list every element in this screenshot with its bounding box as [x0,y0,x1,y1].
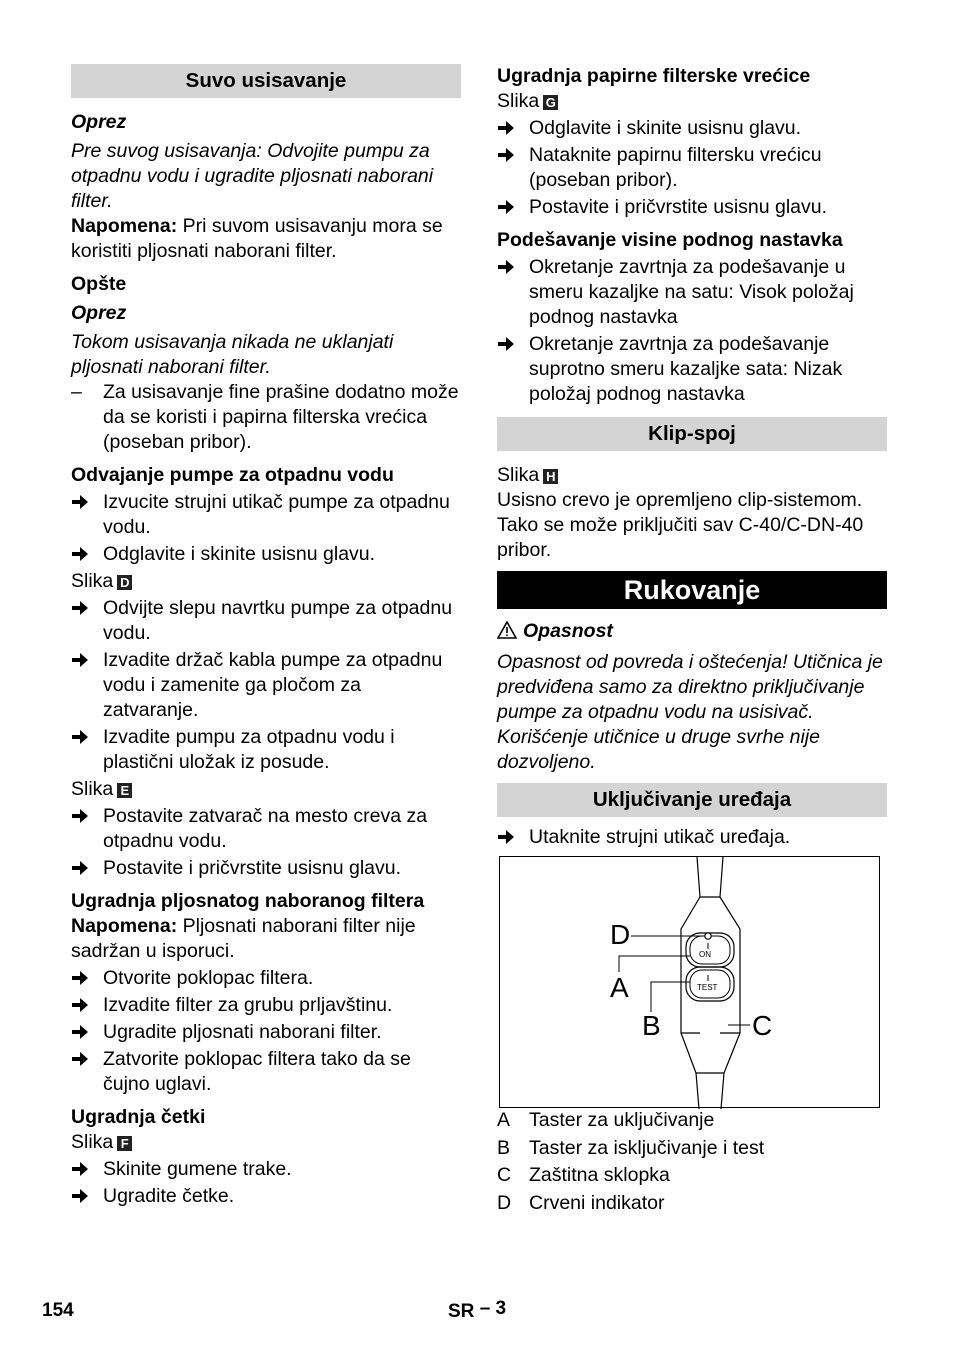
step-text: Izvadite filter za grubu prljavštinu. [103,994,393,1016]
step-item [497,255,887,330]
arrow-right-icon [71,596,89,621]
figure-ref [71,1130,461,1155]
legend-item [497,1135,887,1163]
on-button-label: ON [699,950,711,959]
figure-letter-badge: F [117,1136,132,1151]
step-text: Odvijte slepu navrtku pumpe za otpadnu vodu. [103,597,453,644]
subheading-odvajanje: Odvajanje pumpe za otpadnu vodu [71,464,394,486]
figure-legend [497,1107,887,1217]
dash-bullet: – [71,381,82,403]
callout-a: A [610,972,629,1003]
legend-key: C [497,1164,512,1186]
figure-ref [497,463,887,488]
step-list [71,490,461,567]
step-text: Izvucite strujni utikač pumpe za otpadnu vodu. [103,491,450,538]
figure-ref-label: Slika [497,464,540,486]
warning-triangle-icon [497,621,517,646]
step-item [71,1047,461,1097]
legend-key: B [497,1136,511,1159]
step-list [71,804,461,881]
legend-key: A [497,1109,511,1131]
napomena-label: Napomena: [71,215,178,237]
callout-d: D [610,919,631,950]
page-number: 154 [42,1300,74,1321]
step-text: Utaknite strujni utikač uređaja. [529,826,791,848]
step-text: Izvadite pumpu za otpadnu vodu i plastični uložak iz posude. [103,726,395,773]
napomena-paragraph [71,914,461,964]
klip-text: Usisno crevo je opremljeno clip-sistemom. Tako se može priključiti sav C-40/C-DN-40 pribor. [497,489,864,561]
right-column [497,64,887,850]
switch-drawing [500,857,881,1109]
step-item [497,825,887,850]
step-text: Postavite zatvarač na mesto creva za otpadnu vodu. [103,805,428,852]
step-list [497,255,887,407]
step-text: Okretanje zavrtnja za podešavanje suprotno smeru kazaljke sata: Nizak položaj podnog nastavka [529,333,843,405]
step-list [71,966,461,1097]
legend-item [497,1162,887,1190]
test-button-label: TEST [697,983,718,992]
subheading-ugradnja-pljosnatog: Ugradnja pljosnatog naboranog filtera [71,890,425,912]
step-item [71,490,461,540]
step-list [497,825,887,850]
legend-item [497,1107,887,1135]
step-item [71,542,461,567]
legend-key: D [497,1191,512,1214]
step-item [497,195,887,220]
napomena-label: Napomena: [71,915,178,937]
step-item [71,725,461,775]
figure-letter-badge: E [117,783,132,798]
step-item [71,1020,461,1045]
footer-lang: SR [448,1301,475,1322]
switch-illustration [499,856,880,1108]
arrow-right-icon [497,332,515,357]
step-text: Odglavite i skinite usisnu glavu. [529,117,802,139]
step-item [71,804,461,854]
legend-text: Crveni indikator [529,1191,665,1214]
arrow-right-icon [71,966,89,991]
figure-ref [497,89,887,114]
arrow-right-icon [497,143,515,168]
step-text: Ugradite četke. [103,1185,235,1207]
oprez-label: Oprez [71,302,127,324]
opasnost-label-row [497,619,887,646]
figure-letter-badge: G [543,95,558,110]
opasnost-label: Opasnost [523,620,613,642]
callout-b: B [642,1010,661,1041]
opasnost-text: Opasnost od povreda i oštećenja! Utičnica je predviđena samo za direktno priključivanje pumpe za otpadnu vodu na usisivač. Korišćenje utičnice u druge svrhe nije dozvoljeno. [497,651,883,773]
figure-letter-badge: H [543,469,558,484]
figure-ref-label: Slika [71,778,114,800]
dash-list-item [71,380,461,455]
napomena-text: Pri suvom usisavanju mora se koristiti pljosnati naborani filter. [71,215,443,262]
arrow-right-icon [71,648,89,673]
arrow-right-icon [71,993,89,1018]
arrow-right-icon [497,255,515,280]
figure-ref [71,777,461,802]
step-text: Postavite i pričvrstite usisnu glavu. [103,857,402,879]
figure-ref [71,569,461,594]
dash-item-text: Za usisavanje fine prašine dodatno može da se koristi i papirna filterska vrećica (poseban pribor). [103,381,459,453]
legend-item [497,1190,887,1218]
step-item [497,332,887,407]
arrow-right-icon [71,804,89,829]
chapter-heading-rukovanje: Rukovanje [497,571,887,609]
napomena-paragraph [71,214,461,264]
step-item [71,648,461,723]
figure-ref-label: Slika [71,570,114,592]
footer-section-number: 3 [495,1298,507,1319]
arrow-right-icon [71,1020,89,1045]
arrow-right-icon [71,1047,89,1072]
figure-ref-label: Slika [71,1131,114,1153]
callout-c: C [752,1010,773,1041]
subheading-papirne: Ugradnja papirne filterske vrećice [497,65,811,87]
oprez-text: Pre suvog usisavanja: Odvojite pumpu za otpadnu vodu i ugradite pljosnati naborani filter. [71,140,434,212]
step-text: Odglavite i skinite usisnu glavu. [103,543,376,565]
section-heading-klip: Klip-spoj [497,417,887,451]
legend-text: Taster za isključivanje i test [529,1136,765,1159]
subheading-cetki: Ugradnja četki [71,1106,206,1128]
step-text: Izvadite držač kabla pumpe za otpadnu vodu i zamenite ga pločom za zatvaranje. [103,649,443,721]
napomena-text: Pljosnati naborani filter nije sadržan u isporuci. [71,915,416,962]
section-heading-ukljucivanje: Uključivanje uređaja [497,783,887,817]
legend-text: Taster za uključivanje [529,1109,715,1131]
arrow-right-icon [497,116,515,141]
step-item [497,143,887,193]
step-item [71,596,461,646]
step-item [71,856,461,881]
arrow-right-icon [497,195,515,220]
left-column [71,64,461,1209]
subheading-podesavanje: Podešavanje visine podnog nastavka [497,229,843,251]
step-text: Okretanje zavrtnja za podešavanje u smeru kazaljke na satu: Visok položaj podnog nastavka [529,256,854,328]
footer-language [448,1296,506,1324]
step-text: Otvorite poklopac filtera. [103,967,314,989]
section-heading-suvo: Suvo usisavanje [71,64,461,98]
oprez-label: Oprez [71,111,127,133]
arrow-right-icon [71,490,89,515]
oprez-text: Tokom usisavanja nikada ne uklanjati pljosnati naborani filter. [71,331,394,378]
step-text: Nataknite papirnu filtersku vrećicu (poseban pribor). [529,144,822,191]
step-item [71,993,461,1018]
arrow-right-icon [71,725,89,750]
step-text: Ugradite pljosnati naborani filter. [103,1021,382,1043]
figure-letter-badge: D [117,575,132,590]
step-list [497,116,887,220]
arrow-right-icon [71,1184,89,1209]
footer-dash: – [479,1298,491,1319]
arrow-right-icon [71,856,89,881]
step-list [71,596,461,775]
step-item [71,1184,461,1209]
step-item [71,966,461,991]
step-item [497,116,887,141]
subheading-opste: Opšte [71,273,127,295]
step-item [71,1157,461,1182]
arrow-right-icon [71,542,89,567]
step-text: Skinite gumene trake. [103,1158,292,1180]
step-list [71,1157,461,1209]
arrow-right-icon [71,1157,89,1182]
figure-ref-label: Slika [497,90,540,112]
arrow-right-icon [497,825,515,850]
step-text: Zatvorite poklopac filtera tako da se čujno uglavi. [103,1048,411,1095]
legend-text: Zaštitna sklopka [529,1164,670,1186]
step-text: Postavite i pričvrstite usisnu glavu. [529,196,828,218]
